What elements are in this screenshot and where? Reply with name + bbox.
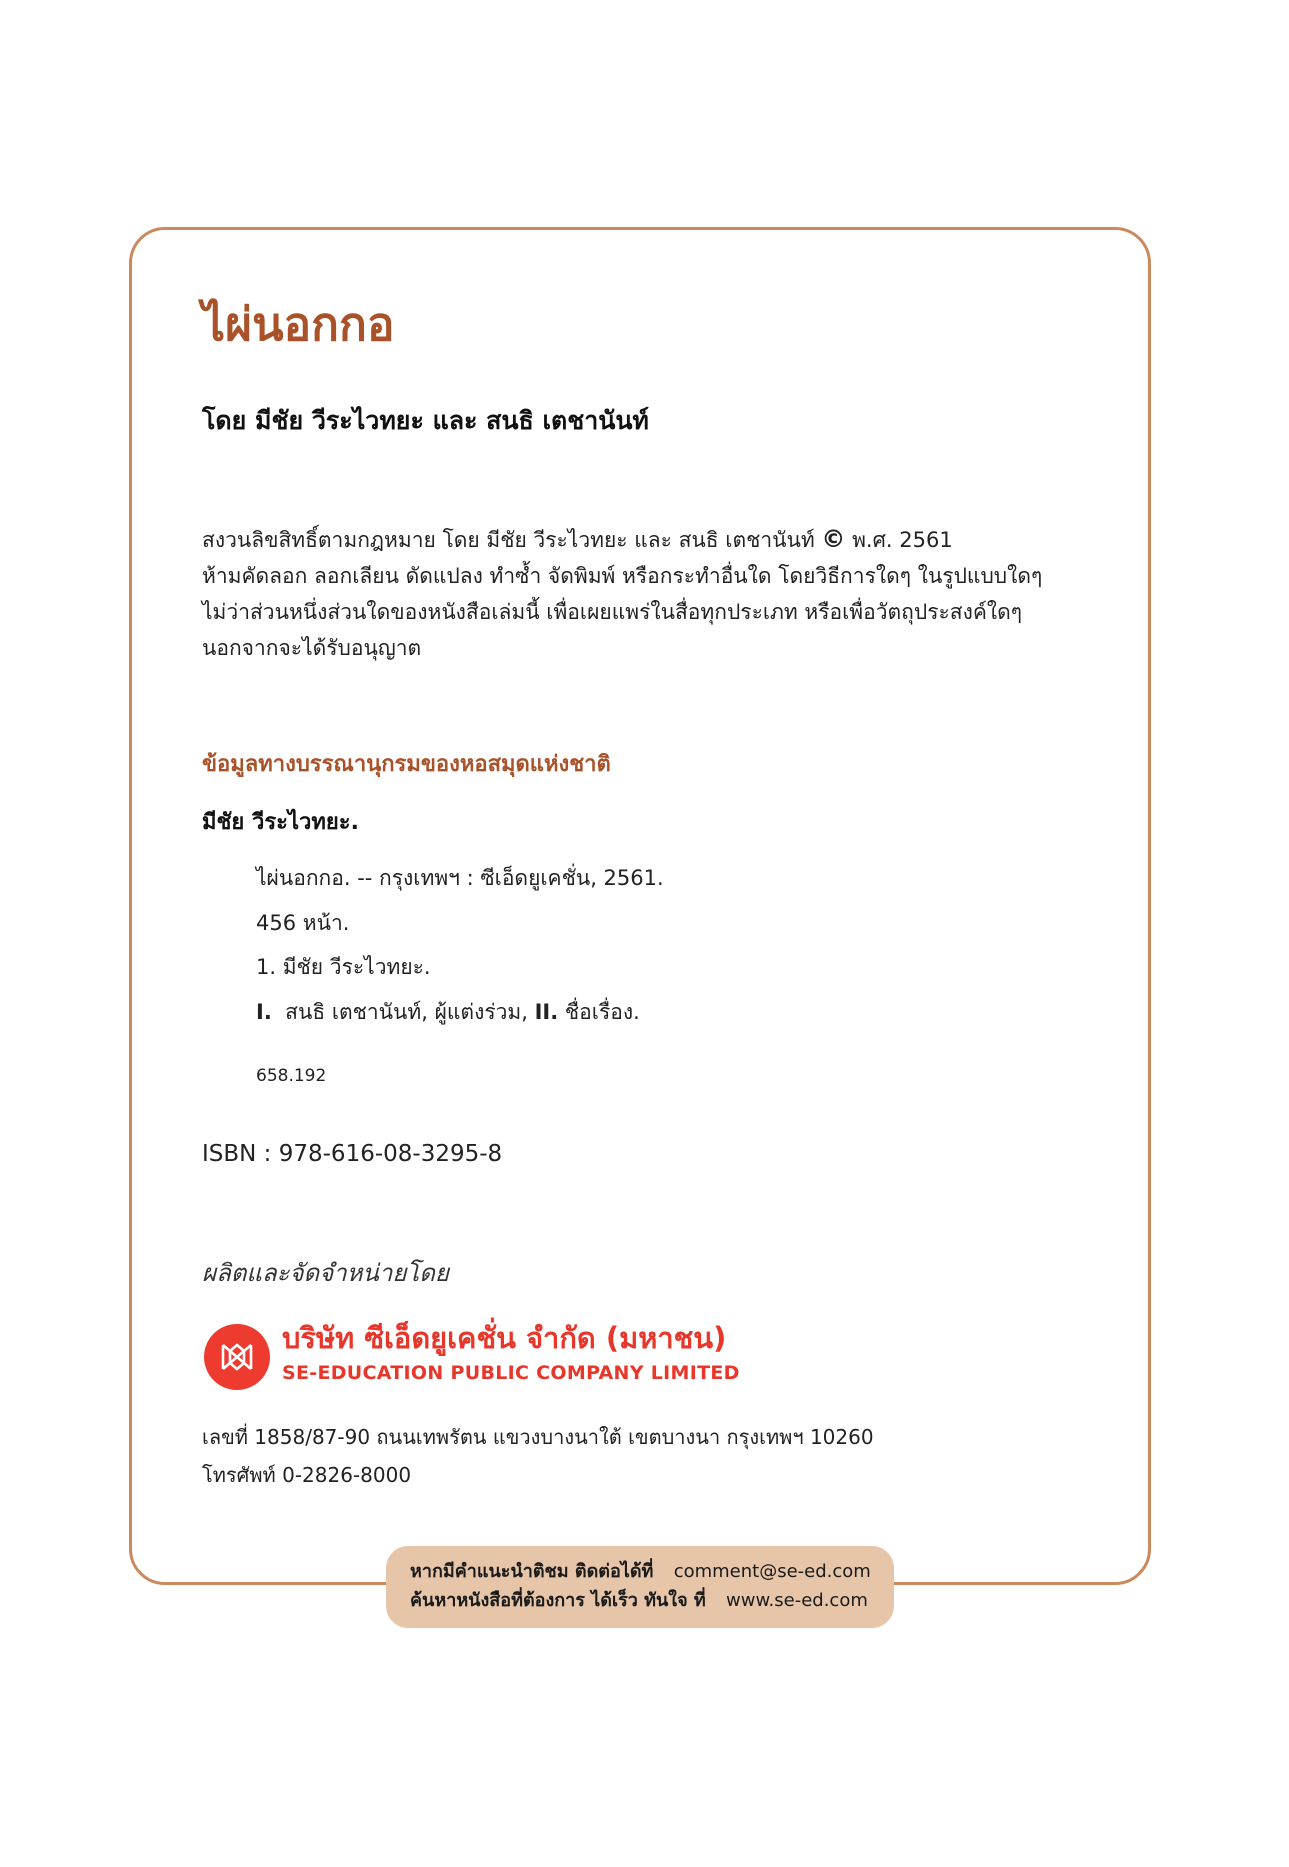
search-line: [410, 1586, 894, 1615]
book-title: ไผ่นอกกอ: [202, 297, 395, 351]
distributor-label: ผลิตและจัดจำหน่ายโดย: [202, 1259, 449, 1287]
copyright-line-3: ไม่ว่าส่วนหนึ่งส่วนใดของหนังสือเล่มนี้ เพื่อเผยแพร่ในสื่อทุกประเภท หรือเพื่อวัตถุประสงค์ใดๆ: [202, 600, 1023, 624]
cip-subject-line: 1. มีชัย วีระไวทยะ.: [256, 955, 431, 979]
se-ed-logo-icon: [204, 1324, 270, 1390]
search-label: ค้นหาหนังสือที่ต้องการ ได้เร็ว ทันใจ ที่: [410, 1590, 706, 1611]
cip-added-num-1: I.: [256, 1000, 272, 1024]
feedback-email-link[interactable]: comment@se-ed.com: [673, 1561, 871, 1582]
cip-added-entry-line: [256, 996, 640, 1028]
publisher-name-english: SE-EDUCATION PUBLIC COMPANY LIMITED: [282, 1362, 740, 1384]
copyright-text: สงวนลิขสิทธิ์ตามกฎหมาย โดย มีชัย วีระไวทยะ และ สนธิ เตชานันท์: [202, 528, 815, 552]
isbn: ISBN : 978-616-08-3295-8: [202, 1141, 503, 1167]
cip-added-text-1: สนธิ เตชานันท์, ผู้แต่งร่วม,: [285, 1000, 528, 1024]
copyright-icon: ©: [821, 525, 846, 553]
feedback-label: หากมีคำแนะนำติชม ติดต่อได้ที่: [410, 1561, 654, 1582]
copyright-line-2: ห้ามคัดลอก ลอกเลียน ดัดแปลง ทำซ้ำ จัดพิมพ์ หรือกระทำอื่นใด โดยวิธีการใดๆ ในรูปแบบใดๆ: [202, 564, 1043, 588]
cip-heading: ข้อมูลทางบรรณานุกรมของหอสมุดแห่งชาติ: [202, 752, 611, 777]
author-byline: โดย มีชัย วีระไวทยะ และ สนธิ เตชานันท์: [202, 406, 649, 435]
cip-class-number: 658.192: [256, 1066, 327, 1086]
cip-author: มีชัย วีระไวทยะ.: [202, 810, 359, 835]
cip-added-text-2: ชื่อเรื่อง.: [564, 1000, 640, 1024]
website-link[interactable]: www.se-ed.com: [726, 1590, 868, 1611]
copyright-notice: [202, 521, 1042, 666]
copyright-line-1: [202, 521, 1042, 558]
copyright-line-4: นอกจากจะได้รับอนุญาต: [202, 636, 422, 660]
contact-box: [386, 1546, 894, 1628]
publisher-name-thai: บริษัท ซีเอ็ดยูเคชั่น จำกัด (มหาชน): [282, 1321, 727, 1355]
cip-added-num-2: II.: [534, 1000, 559, 1024]
copyright-year: พ.ศ. 2561: [852, 528, 953, 552]
publisher-address: [202, 1418, 874, 1494]
address-line: เลขที่ 1858/87-90 ถนนเทพรัตน แขวงบางนาใต้ เขตบางนา กรุงเทพฯ 10260: [202, 1425, 874, 1449]
cip-title-line: ไผ่นอกกอ. -- กรุงเทพฯ : ซีเอ็ดยูเคชั่น, 2561.: [256, 866, 664, 890]
phone-line: โทรศัพท์ 0-2826-8000: [202, 1463, 412, 1487]
feedback-line: [410, 1557, 894, 1586]
cip-pages-line: 456 หน้า.: [256, 911, 350, 935]
